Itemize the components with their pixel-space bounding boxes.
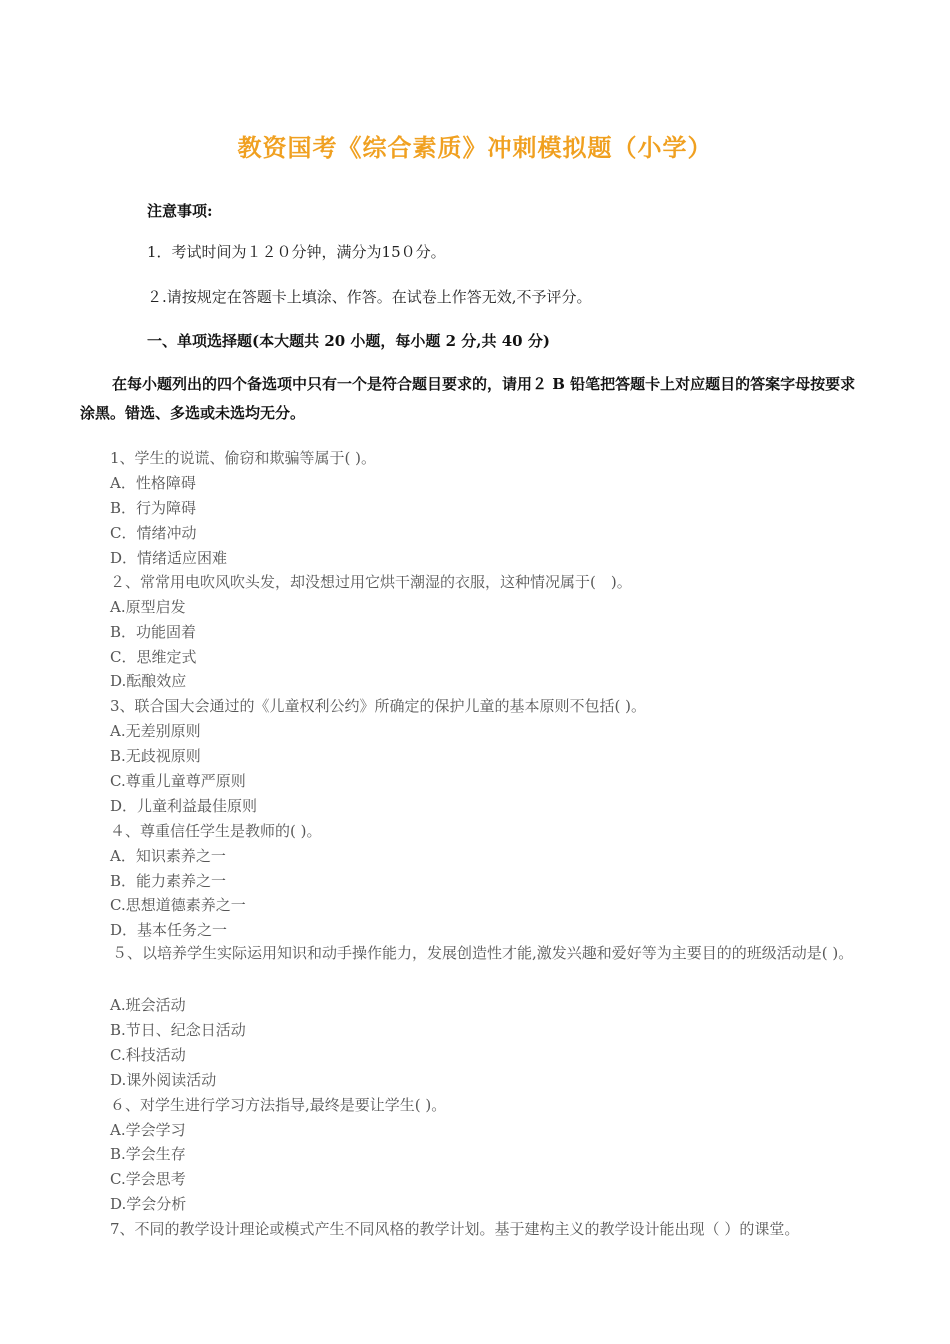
- question-option: D.酝酿效应: [110, 672, 187, 690]
- question-option: D.课外阅读活动: [110, 1071, 217, 1089]
- question-option: C.尊重儿童尊严原则: [110, 772, 246, 790]
- notice-item-1: 1．考试时间为１２０分钟，满分为15０分。: [147, 243, 446, 261]
- question-option: A．性格障碍: [110, 474, 196, 492]
- question-option: D.学会分析: [110, 1195, 187, 1213]
- question-option: A.班会活动: [110, 996, 186, 1014]
- notice-item-2: ２.请按规定在答题卡上填涂、作答。在试卷上作答无效,不予评分。: [147, 288, 592, 306]
- page-title: 教资国考《综合素质》冲刺模拟题（小学）: [237, 133, 713, 162]
- question-option: C．思维定式: [110, 648, 197, 666]
- question-option: B．行为障碍: [110, 499, 197, 517]
- question-option: B.节日、纪念日活动: [110, 1021, 246, 1039]
- question-option: B．能力素养之一: [110, 872, 227, 890]
- question-option: A.无差别原则: [110, 722, 201, 740]
- question-option: B.学会生存: [110, 1145, 186, 1163]
- question-option: C.科技活动: [110, 1046, 186, 1064]
- question-option: C.思想道德素养之一: [110, 896, 246, 914]
- question-stem: ４、尊重信任学生是教师的( )。: [110, 822, 322, 840]
- question-stem: 3、联合国大会通过的《儿童权利公约》所确定的保护儿童的基本原则不包括( )。: [110, 697, 647, 715]
- question-option: A.学会学习: [110, 1121, 186, 1139]
- section-instruction: 在每小题列出的四个备选项中只有一个是符合题目要求的，请用２ B 铅笔把答题卡上对应题目的答案字母按要求涂黑。错选、多选或未选均无分。: [80, 375, 856, 422]
- question-option: A．知识素养之一: [110, 847, 226, 865]
- question-option: D．基本任务之一: [110, 921, 228, 939]
- section-heading: 一、单项选择题(本大题共 20 小题，每小题 2 分,共 40 分): [147, 332, 550, 350]
- question-stem: ６、对学生进行学习方法指导,最终是要让学生( )。: [110, 1096, 447, 1114]
- question-option: B．功能固着: [110, 623, 197, 641]
- question-stem: ５、以培养学生实际运用知识和动手操作能力，发展创造性才能,激发兴趣和爱好等为主要目的的班级活动是( )。: [112, 944, 854, 962]
- question-option: C.学会思考: [110, 1170, 186, 1188]
- question-option: C．情绪冲动: [110, 524, 197, 542]
- notice-heading: 注意事项:: [147, 202, 213, 220]
- question-stem: 1、学生的说谎、偷窃和欺骗等属于( )。: [110, 449, 377, 467]
- question-option: B.无歧视原则: [110, 747, 201, 765]
- question-stem: 7、不同的教学设计理论或模式产生不同风格的教学计划。基于建构主义的教学设计能出现（ ）的课堂。: [110, 1220, 800, 1238]
- question-stem: ２、常常用电吹风吹头发，却没想过用它烘干潮湿的衣服，这种情况属于( )。: [110, 573, 632, 591]
- question-option: D．儿童利益最佳原则: [110, 797, 258, 815]
- question-option: A.原型启发: [110, 598, 186, 616]
- question-option: D．情绪适应困难: [110, 549, 228, 567]
